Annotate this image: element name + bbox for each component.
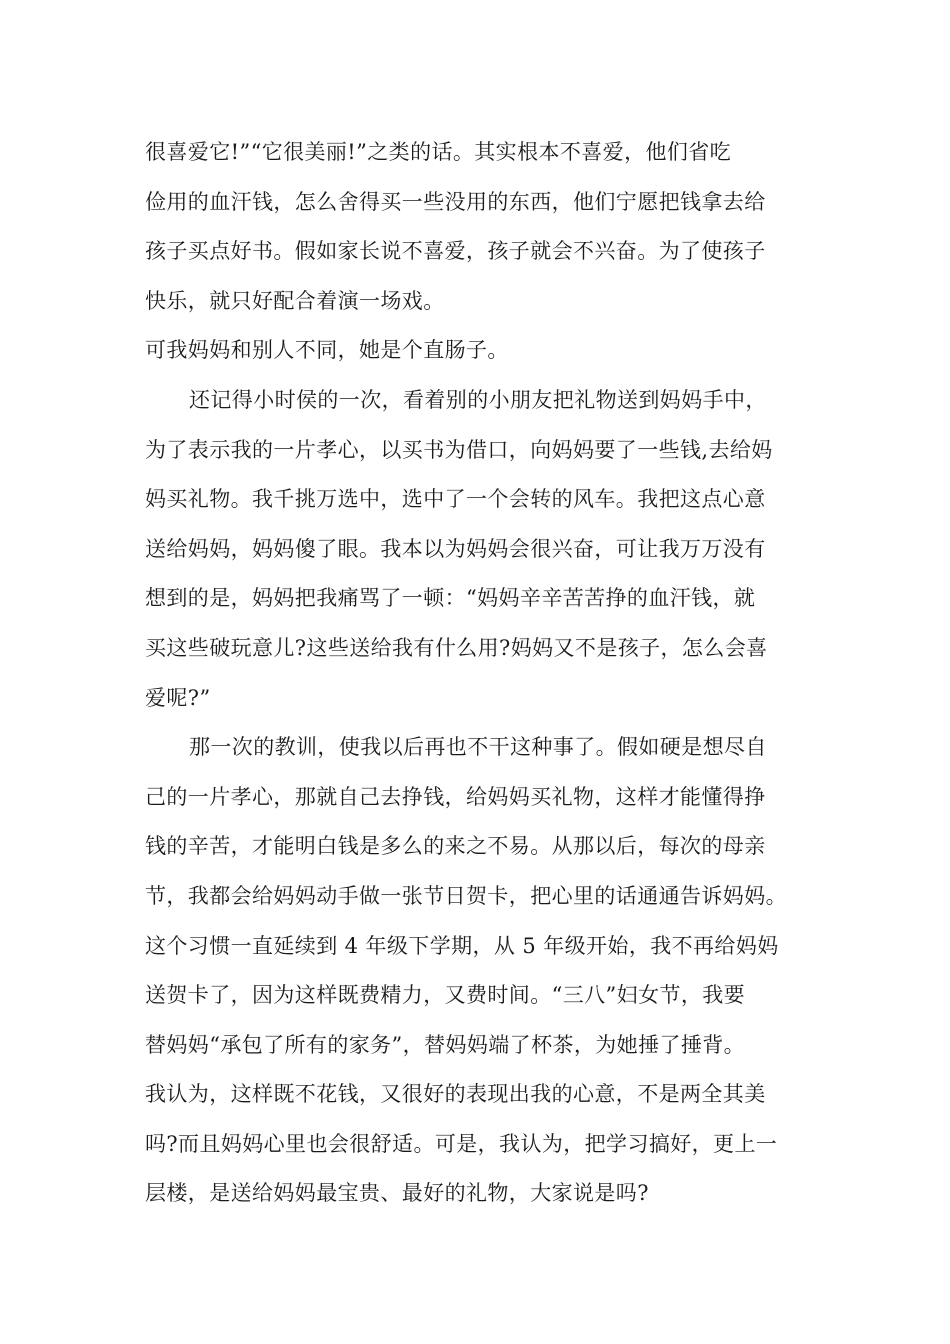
text-line: 很喜爱它!”“它很美丽!”之类的话。其实根本不喜爱，他们省吃: [145, 140, 732, 164]
text-line: 为了表示我的一片孝心，以买书为借口，向妈妈要了一些钱,去给妈: [145, 437, 773, 462]
text-line: 这个习惯一直延续到 4 年级下学期，从 5 年级开始，我不再给妈妈: [145, 933, 779, 958]
text-line: 买这些破玩意儿?这些送给我有什么用?妈妈又不是孩子，怎么会喜: [145, 635, 768, 660]
text-line: 孩子买点好书。假如家长说不喜爱，孩子就会不兴奋。为了使孩子: [145, 239, 766, 264]
text-line: 钱的辛苦，才能明白钱是多么的来之不易。从那以后，每次的母亲: [145, 834, 766, 859]
text-line: 我认为，这样既不花钱，又很好的表现出我的心意，不是两全其美: [145, 1082, 766, 1107]
text-line: 送给妈妈，妈妈傻了眼。我本以为妈妈会很兴奋，可让我万万没有: [145, 536, 766, 561]
text-line: 层楼，是送给妈妈最宝贵、最好的礼物，大家说是吗?: [145, 1181, 649, 1206]
text-line: 吗?而且妈妈心里也会很舒适。可是，我认为，把学习搞好，更上一: [145, 1131, 778, 1156]
text-line: 送贺卡了，因为这样既费精力，又费时间。“三八”妇女节，我要: [145, 983, 746, 1008]
text-line: 想到的是，妈妈把我痛骂了一顿：“妈妈辛辛苦苦挣的血汗钱，就: [145, 586, 756, 611]
text-line: 妈买礼物。我千挑万选中，选中了一个会转的风车。我把这点心意: [145, 487, 766, 512]
text-line: 己的一片孝心，那就自己去挣钱，给妈妈买礼物，这样才能懂得挣: [145, 784, 766, 809]
text-line: 替妈妈“承包了所有的家务”，替妈妈端了杯茶，为她捶了捶背。: [145, 1032, 746, 1057]
paragraph-first-line: 还记得小时侯的一次，看着别的小朋友把礼物送到妈妈手中，: [189, 387, 767, 412]
document-body: [145, 128, 815, 1219]
text-line: 节，我都会给妈妈动手做一张节日贺卡，把心里的话通通告诉妈妈。: [145, 883, 787, 908]
text-line: 可我妈妈和别人不同，她是个直肠子。: [145, 338, 509, 363]
paragraph-first-line: 那一次的教训，使我以后再也不干这种事了。假如硬是想尽自: [189, 735, 767, 760]
text-line: 爱呢?”: [145, 685, 211, 710]
text-line: 俭用的血汗钱，怎么舍得买一些没用的东西，他们宁愿把钱拿去给: [145, 189, 766, 214]
text-line: 快乐，就只好配合着演一场戏。: [145, 288, 445, 313]
